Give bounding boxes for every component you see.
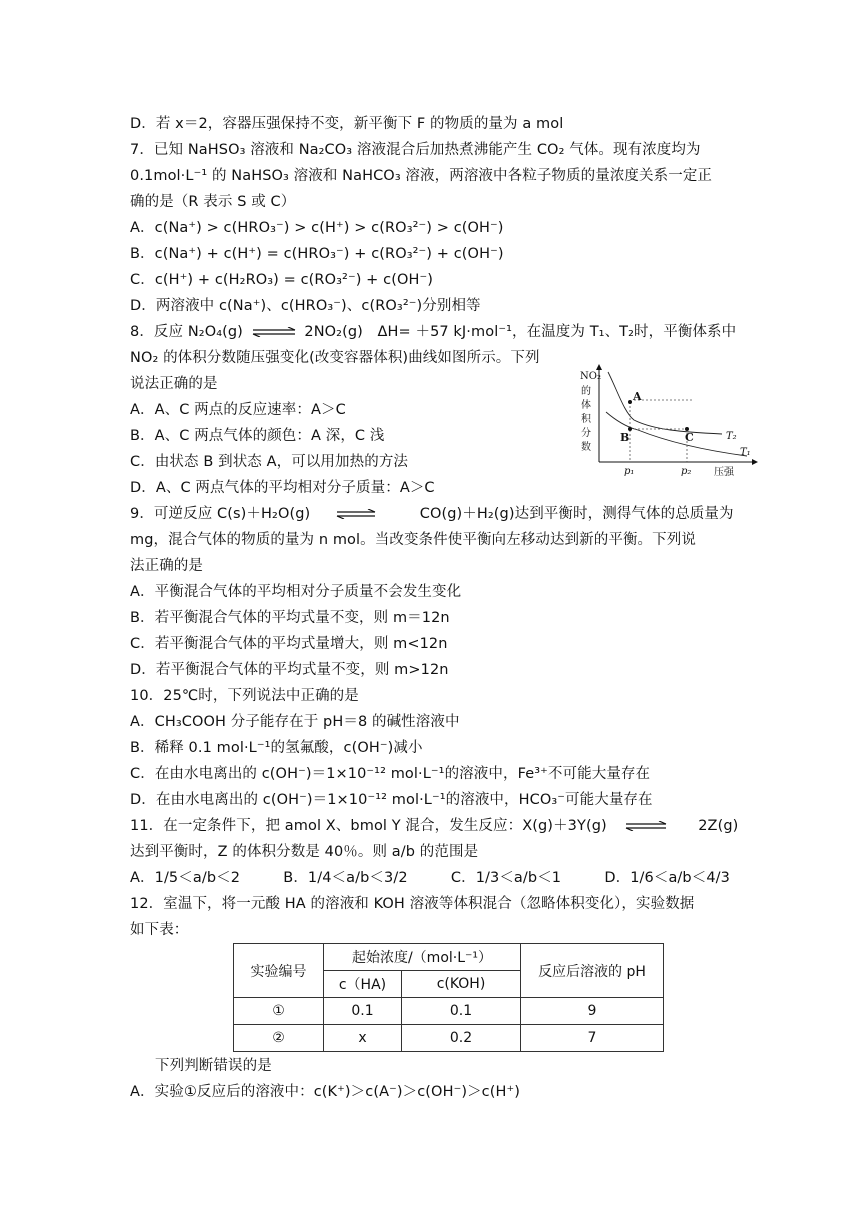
x-tick-p2: p₂ [681, 466, 692, 477]
header-exp-id: 实验编号 [234, 944, 324, 998]
x-axis-arrow-icon [752, 459, 758, 465]
y-axis-arrow-icon [596, 364, 602, 370]
q9-option-d: D．若平衡混合气体的平均式量不变，则 m>12n [130, 662, 449, 678]
q10-option-c: C．在由水电离出的 c(OH⁻)＝1×10⁻¹² mol·L⁻¹的溶液中，Fe³⁺不可能大量存在 [130, 766, 651, 782]
curve-t1-label: T₁ [740, 447, 751, 458]
y-label-2: 体 [581, 400, 591, 411]
header-ph: 反应后溶液的 pH [521, 944, 664, 998]
q11-option-d: D．1/6＜a/b＜4/3 [604, 870, 730, 886]
q11-option-b: B．1/4＜a/b＜3/2 [283, 870, 408, 886]
q8-option-a: A．A、C 两点的反应速率：A＞C [130, 402, 346, 418]
q7-option-a: A．c(Na⁺) > c(HRO₃⁻) > c(H⁺) > c(RO₃²⁻) > c(OH⁻) [130, 220, 504, 236]
row1-ph: 9 [521, 998, 664, 1025]
table-row [234, 1025, 664, 1052]
q8-stem-2: NO₂ 的体积分数随压强变化(改变容器体积)曲线如图所示。下列 [130, 350, 540, 366]
row2-id: ② [234, 1025, 324, 1052]
q11-option-a: A．1/5＜a/b＜2 [130, 870, 241, 886]
q8-stem [130, 319, 736, 345]
equilibrium-arrow-icon [252, 327, 296, 337]
q8-option-c: C．由状态 B 到状态 A，可以用加热的方法 [130, 454, 409, 470]
q9-option-c: C．若平衡混合气体的平均式量增大，则 m<12n [130, 636, 448, 652]
x-tick-p1: p₁ [624, 466, 635, 477]
point-a [628, 400, 632, 404]
q10-option-b: B．稀释 0.1 mol·L⁻¹的氢氟酸，c(OH⁻)减小 [130, 740, 423, 756]
y-label-5: 数 [581, 442, 591, 453]
q8-option-d: D．A、C 两点气体的平均相对分子质量：A＞C [130, 480, 435, 496]
y-label-0: NO₂ [580, 371, 601, 382]
q7-stem-2: 0.1mol·L⁻¹ 的 NaHSO₃ 溶液和 NaHCO₃ 溶液，两溶液中各粒子物质的量浓度关系一定正 [130, 168, 713, 184]
q12-option-a: A．实验①反应后的溶液中：c(K⁺)＞c(A⁻)＞c(OH⁻)＞c(H⁺) [130, 1084, 521, 1100]
curve-t2-label: T₂ [726, 431, 737, 442]
q8-stem-part2: 2NO₂(g) ΔH= ＋57 kJ·mol⁻¹，在温度为 T₁、T₂时，平衡体系中 [304, 324, 737, 340]
point-a-label: A [633, 390, 642, 403]
q7-option-c: C．c(H⁺) + c(H₂RO₃) = c(RO₃²⁻) + c(OH⁻) [130, 272, 433, 288]
q10-option-a: A．CH₃COOH 分子能存在于 pH＝8 的碱性溶液中 [130, 714, 460, 730]
q10-stem: 10．25℃时，下列说法中正确的是 [130, 688, 359, 704]
y-label-4: 分 [581, 428, 591, 439]
q9-option-a: A．平衡混合气体的平均相对分子质量不会发生变化 [130, 584, 462, 600]
table-row [234, 998, 664, 1025]
q9-stem [130, 501, 734, 527]
q11-stem [130, 813, 738, 839]
row1-id: ① [234, 998, 324, 1025]
q9-stem-3: 法正确的是 [130, 558, 203, 574]
table-header-row [234, 944, 664, 971]
q7-stem: 7．已知 NaHSO₃ 溶液和 Na₂CO₃ 溶液混合后加热煮沸能产生 CO₂ 气体。现有浓度均为 [130, 142, 701, 158]
q11-stem-2: 达到平衡时，Z 的体积分数是 40％。则 a/b 的范围是 [130, 844, 479, 860]
row2-ph: 7 [521, 1025, 664, 1052]
q11-choices [130, 865, 730, 891]
point-b-label: B [620, 431, 630, 444]
equilibrium-arrow-icon [331, 509, 401, 519]
q9-stem-part1: 9．可逆反应 C(s)＋H₂O(g) [130, 506, 311, 522]
q7-option-d: D．两溶液中 c(Na⁺)、c(HRO₃⁻)、c(RO₃²⁻)分别相等 [130, 298, 481, 314]
header-c-koh: c(KOH) [402, 971, 521, 998]
header-c-ha: c（HA) [324, 971, 402, 998]
row2-koh: 0.2 [402, 1025, 521, 1052]
q8-stem-3: 说法正确的是 [130, 376, 218, 392]
row2-ha: x [324, 1025, 402, 1052]
q11-option-c: C．1/3＜a/b＜1 [450, 870, 562, 886]
q11-stem-part2: 2Z(g) [698, 818, 739, 834]
point-c-label: C [685, 431, 694, 444]
q7-stem-3: 确的是（R 表示 S 或 C） [130, 194, 296, 210]
y-label-1: 的 [581, 386, 591, 397]
q9-stem-part2: CO(g)＋H₂(g)达到平衡时，测得气体的总质量为 [419, 506, 734, 522]
q8-stem-part1: 8．反应 N₂O₄(g) [130, 324, 243, 340]
equilibrium-arrow-icon [622, 821, 682, 831]
q12-stem-2: 如下表： [130, 922, 189, 938]
q10-option-d: D．在由水电离出的 c(OH⁻)＝1×10⁻¹² mol·L⁻¹的溶液中，HCO₃⁻可能大量存在 [130, 792, 653, 808]
x-axis-label: 压强 [714, 467, 734, 478]
row1-koh: 0.1 [402, 998, 521, 1025]
y-label-3: 积 [581, 414, 591, 425]
q11-stem-part1: 11．在一定条件下，把 amol X、bmol Y 混合，发生反应：X(g)＋3Y(g) [130, 818, 607, 834]
header-initial-conc: 起始浓度/（mol·L⁻¹） [324, 944, 521, 971]
row1-ha: 0.1 [324, 998, 402, 1025]
q12-stem: 12．室温下，将一元酸 HA 的溶液和 KOH 溶液等体积混合（忽略体积变化），实验数据 [130, 896, 695, 912]
no2-pressure-figure [572, 362, 764, 480]
l1: D．若 x＝2，容器压强保持不变，新平衡下 F 的物质的量为 a mol [130, 116, 564, 132]
q9-option-b: B．若平衡混合气体的平均式量不变，则 m＝12n [130, 610, 450, 626]
q9-stem-2: mg，混合气体的物质的量为 n mol。当改变条件使平衡向左移动达到新的平衡。下列说 [130, 532, 696, 548]
experiment-table [233, 943, 664, 1052]
q12-prompt: 下列判断错误的是 [155, 1058, 272, 1074]
q8-option-b: B．A、C 两点气体的颜色：A 深，C 浅 [130, 428, 385, 444]
q7-option-b: B．c(Na⁺) + c(H⁺) = c(HRO₃⁻) + c(RO₃²⁻) + c(OH⁻) [130, 246, 504, 262]
